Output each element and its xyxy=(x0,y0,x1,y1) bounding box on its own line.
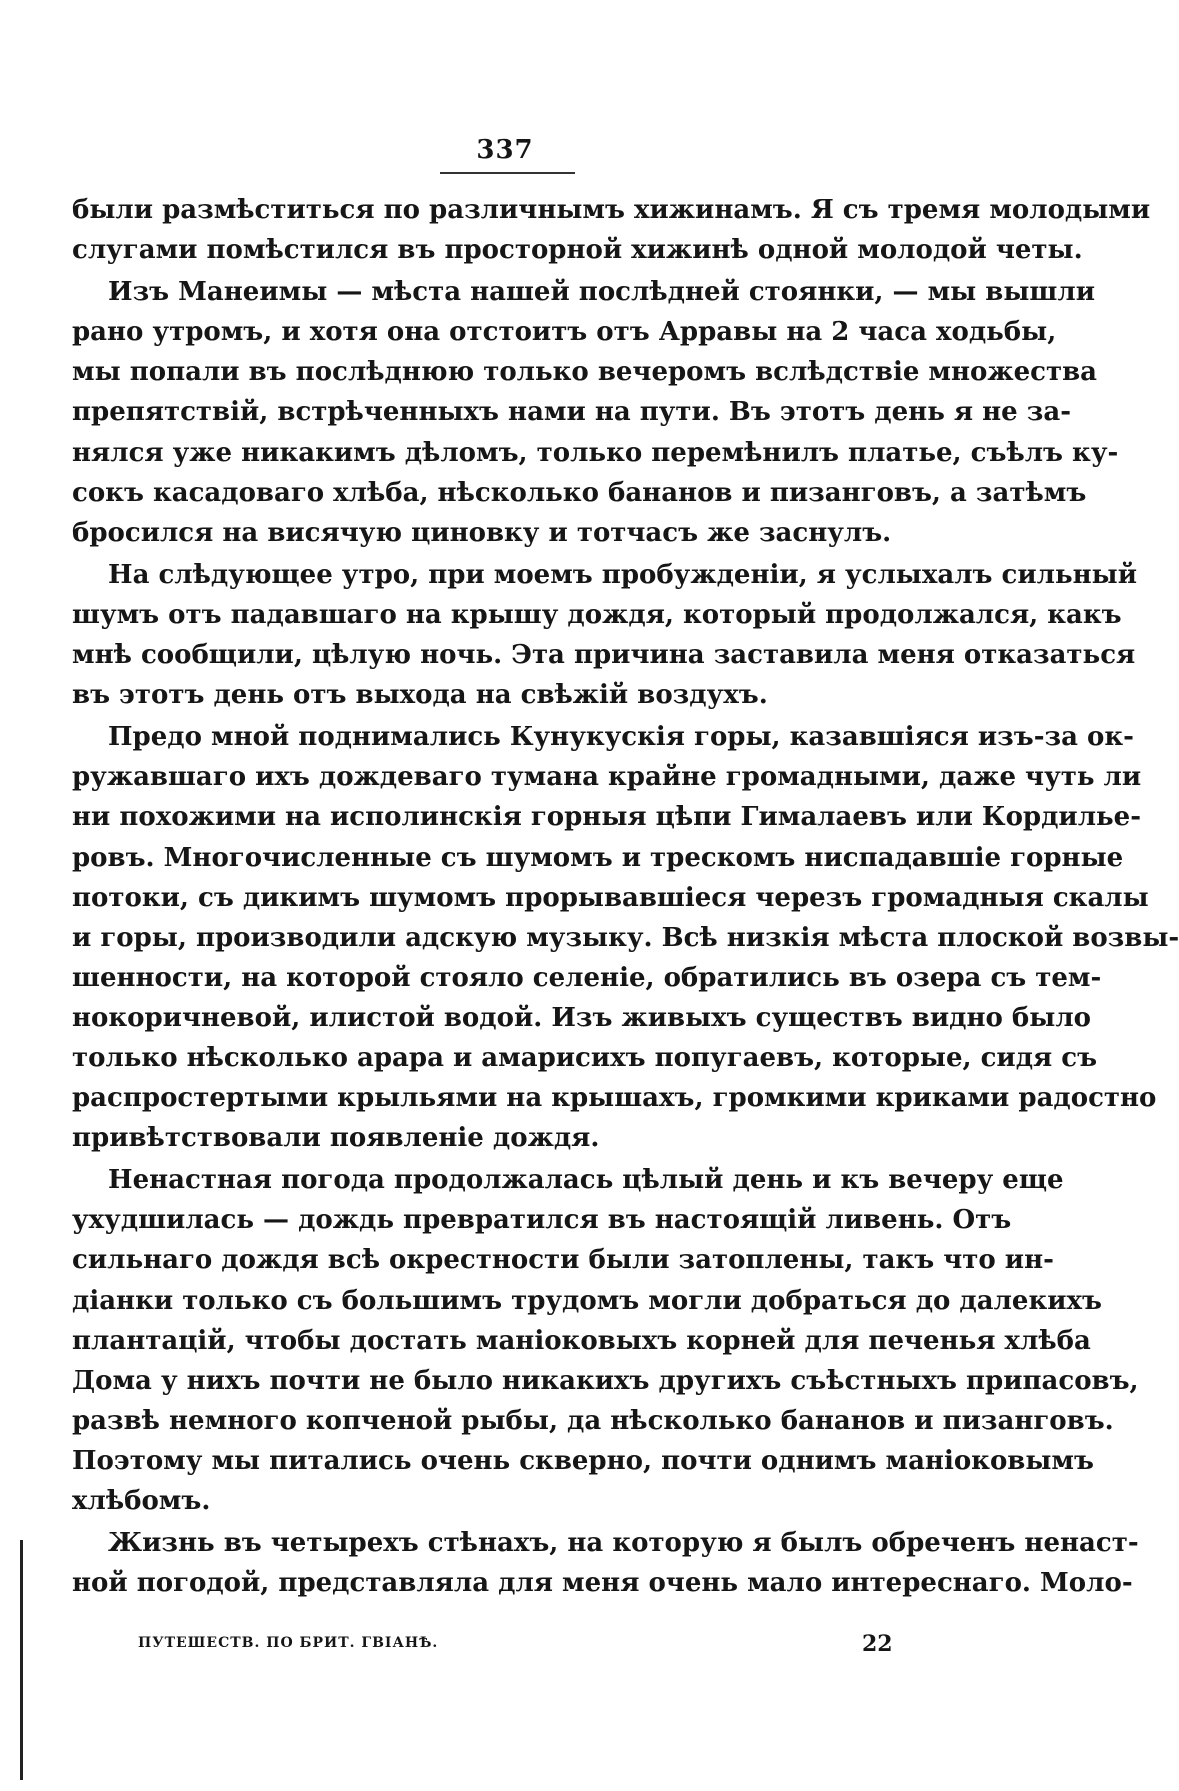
page-footer xyxy=(72,1631,960,1661)
text-line: мы попали въ послѣднюю только вечеромъ вслѣдствіе множества xyxy=(72,357,1098,388)
text-line: Изъ Манеимы — мѣста нашей послѣдней стоянки, — мы вышли xyxy=(108,277,1095,308)
text-line: плантацій, чтобы достать маніоковыхъ корней для печенья хлѣба xyxy=(72,1325,1091,1356)
text-line: мнѣ сообщили, цѣлую ночь. Эта причина заставила меня отказаться xyxy=(72,640,1136,671)
text-line: потоки, съ дикимъ шумомъ прорывавшіеся черезъ громадныя скалы xyxy=(72,882,1149,913)
text-line: Дома у нихъ почти не было никакихъ другихъ съѣстныхъ припасовъ, xyxy=(72,1365,1139,1396)
text-line: слугами помѣстился въ просторной хижинѣ одной молодой четы. xyxy=(72,235,1083,266)
text-line: привѣтствовали появленіе дождя. xyxy=(72,1123,600,1154)
text-line: и горы, производили адскую музыку. Всѣ низкія мѣста плоской возвы- xyxy=(72,922,1179,953)
text-line: шенности, на которой стояло селеніе, обратились въ озера съ тем- xyxy=(72,962,1102,993)
text-line: препятствій, встрѣченныхъ нами на пути. Въ этотъ день я не за- xyxy=(72,397,1072,428)
text-line: хлѣбомъ. xyxy=(72,1486,211,1516)
footer-title: ПУТЕШЕСТВ. ПО БРИТ. ГВІАНѢ. xyxy=(138,1635,439,1651)
text-line: Предо мной поднимались Кунукускія горы, казавшіяся изъ-за ок- xyxy=(108,722,1134,753)
text-line: Поэтому мы питались очень скверно, почти однимъ маніоковымъ xyxy=(72,1445,1094,1476)
page-number: 337 xyxy=(476,135,534,165)
text-line: сильнаго дождя всѣ окрестности были затоплены, такъ что ин- xyxy=(72,1245,1054,1276)
text-line: въ этотъ день отъ выхода на свѣжій воздухъ. xyxy=(72,680,768,711)
text-line: ни похожими на исполинскія горныя цѣпи Гималаевъ или Кордилье- xyxy=(72,802,1142,833)
text-line: нялся уже никакимъ дѣломъ, только перемѣнилъ платье, съѣлъ ку- xyxy=(72,437,1119,468)
text-line: ной погодой, представляла для меня очень мало интереснаго. Моло- xyxy=(72,1568,1133,1599)
text-line: сокъ касадоваго хлѣба, нѣсколько бананов и пизанговъ, а затѣмъ xyxy=(72,477,1087,508)
text-line: Ненастная погода продолжалась цѣлый день и къ вечеру еще xyxy=(108,1165,1064,1196)
text-line: развѣ немного копченой рыбы, да нѣсколько бананов и пизанговъ. xyxy=(72,1405,1114,1436)
page-number-rule xyxy=(440,172,575,174)
text-line: ровъ. Многочисленные съ шумомъ и трескомъ ниспадавшіе горные xyxy=(72,842,1124,873)
text-block xyxy=(72,190,1179,1603)
text-line: ружавшаго ихъ дождеваго тумана крайне громадными, даже чуть ли xyxy=(72,762,1142,793)
text-line: бросился на висячую циновку и тотчасъ же заснулъ. xyxy=(72,517,892,548)
text-line: На слѣдующее утро, при моемъ пробужденіи, я услыхалъ сильный xyxy=(108,559,1138,590)
text-line: діанки только съ большимъ трудомъ могли добраться до далекихъ xyxy=(72,1285,1102,1316)
binding-rule xyxy=(20,1540,23,1780)
text-line: только нѣсколько арара и амарисихъ попугаевъ, которые, сидя съ xyxy=(72,1042,1098,1073)
text-line: шумъ отъ падавшаго на крышу дождя, который продолжался, какъ xyxy=(72,599,1122,630)
text-line: были размѣститься по различнымъ хижинамъ. Я съ тремя молодыми xyxy=(72,195,1151,225)
text-line: распростертыми крыльями на крышахъ, громкими криками радостно xyxy=(72,1083,1157,1114)
text-line: Жизнь въ четырехъ стѣнахъ, на которую я былъ обреченъ ненаст- xyxy=(108,1528,1139,1559)
text-line: рано утромъ, и хотя она отстоитъ отъ Арравы на 2 часа ходьбы, xyxy=(72,317,1057,348)
text-line: ухудшилась — дождь превратился въ настоящій ливень. Отъ xyxy=(72,1205,1012,1236)
text-line: нокоричневой, илистой водой. Изъ живыхъ существъ видно было xyxy=(72,1002,1091,1033)
signature-mark: 22 xyxy=(862,1631,893,1657)
